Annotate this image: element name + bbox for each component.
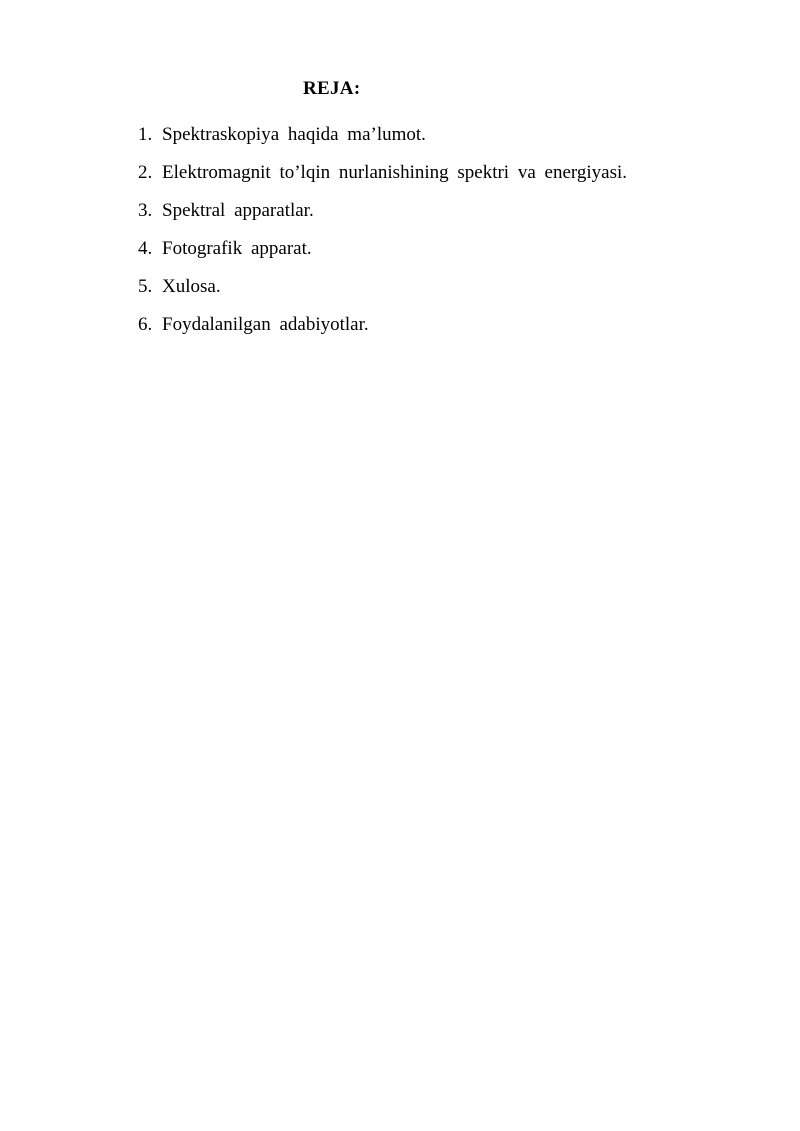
- list-item: [138, 312, 627, 350]
- list-item: [138, 198, 627, 236]
- list-item-number: 5.: [138, 276, 153, 297]
- list-item-text: Spektral apparatlar.: [162, 200, 314, 221]
- list-item-text: Elektromagnit to’lqin nurlanishining spektri va energiyasi.: [162, 162, 628, 183]
- list-item-text: Foydalanilgan adabiyotlar.: [162, 314, 369, 335]
- list-item-number: 2.: [138, 162, 153, 183]
- list-item: [138, 274, 627, 312]
- list-item-number: 4.: [138, 238, 153, 259]
- list-item: [138, 236, 627, 274]
- page-title: REJA:: [303, 78, 361, 99]
- list-item-text: Spektraskopiya haqida ma’lumot.: [162, 124, 426, 145]
- plan-list: [138, 122, 627, 350]
- list-item: [138, 160, 627, 198]
- list-item-number: 3.: [138, 200, 153, 221]
- list-item-text: Xulosa.: [162, 276, 221, 297]
- list-item: [138, 122, 627, 160]
- list-item-number: 6.: [138, 314, 153, 335]
- list-item-number: 1.: [138, 124, 153, 145]
- list-item-text: Fotografik apparat.: [162, 238, 312, 259]
